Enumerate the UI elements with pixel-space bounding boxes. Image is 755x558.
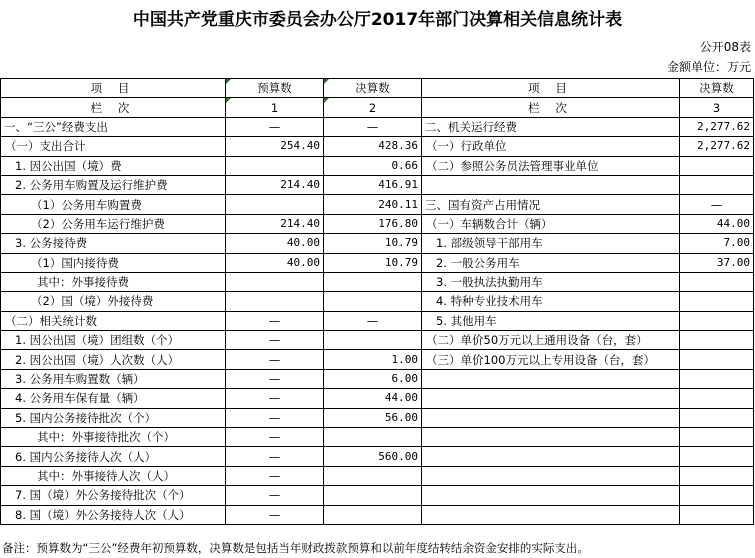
budget-value: — <box>226 369 324 388</box>
left-item-label: 2. 因公出国（境）人次数（人） <box>1 350 226 369</box>
budget-value: — <box>226 350 324 369</box>
budget-value: 214.40 <box>226 214 324 233</box>
col-index-1: 1 <box>226 98 324 117</box>
final-value: 560.00 <box>324 447 422 466</box>
table-row <box>1 486 754 505</box>
table-row <box>1 253 754 272</box>
final-value: 56.00 <box>324 408 422 427</box>
right-final-value: 7.00 <box>680 234 754 253</box>
table-row <box>1 175 754 194</box>
left-item-label: 1. 因公出国（境）团组数（个） <box>1 331 226 350</box>
final-value: 44.00 <box>324 389 422 408</box>
final-value: — <box>324 311 422 330</box>
final-value: 0.66 <box>324 156 422 175</box>
final-value: 240.11 <box>324 195 422 214</box>
right-item-label: 1. 部级领导干部用车 <box>422 234 680 253</box>
final-value: 10.79 <box>324 253 422 272</box>
right-final-value <box>680 292 754 311</box>
col-index-3: 3 <box>680 98 754 117</box>
header-row <box>1 79 754 98</box>
table-row <box>1 234 754 253</box>
right-item-label: 4. 特种专业技术用车 <box>422 292 680 311</box>
table-row <box>1 389 754 408</box>
right-item-label <box>422 505 680 524</box>
budget-value: 254.40 <box>226 137 324 156</box>
budget-value: 214.40 <box>226 175 324 194</box>
left-item-label: 其中：外事接待批次（个） <box>1 428 226 447</box>
final-value: 416.91 <box>324 175 422 194</box>
budget-value: 40.00 <box>226 234 324 253</box>
table-row <box>1 195 754 214</box>
right-item-label <box>422 486 680 505</box>
col-label-left: 栏 次 <box>1 98 226 117</box>
right-item-label: 5. 其他用车 <box>422 311 680 330</box>
final-value <box>324 505 422 524</box>
header-right-final: 决算数 <box>680 79 754 98</box>
right-item-label <box>422 428 680 447</box>
table-row <box>1 505 754 524</box>
table-row <box>1 272 754 291</box>
table-row <box>1 466 754 485</box>
right-item-label <box>422 408 680 427</box>
table-row <box>1 331 754 350</box>
form-code: 公开08表 <box>699 40 751 54</box>
left-item-label: 6. 国内公务接待人次（人） <box>1 447 226 466</box>
right-final-value: 2,277.62 <box>680 137 754 156</box>
right-final-value <box>680 331 754 350</box>
table-row <box>1 117 754 136</box>
table-row <box>1 369 754 388</box>
left-item-label: 3. 公务用车购置数（辆） <box>1 369 226 388</box>
final-value <box>324 272 422 291</box>
right-item-label <box>422 447 680 466</box>
table-row <box>1 428 754 447</box>
right-final-value <box>680 408 754 427</box>
budget-value: — <box>226 486 324 505</box>
right-item-label: （一）车辆数合计（辆） <box>422 214 680 233</box>
table-row <box>1 137 754 156</box>
data-table <box>0 78 754 525</box>
left-item-label: 7. 国（境）外公务接待批次（个） <box>1 486 226 505</box>
final-value <box>324 428 422 447</box>
right-final-value <box>680 175 754 194</box>
right-final-value <box>680 447 754 466</box>
header-right-item: 项 目 <box>422 79 680 98</box>
final-value <box>324 331 422 350</box>
right-final-value <box>680 350 754 369</box>
header-budget: 预算数 <box>226 79 324 98</box>
col-label-right: 栏 次 <box>422 98 680 117</box>
right-final-value <box>680 486 754 505</box>
final-value: 1.00 <box>324 350 422 369</box>
table-row <box>1 408 754 427</box>
page-title: 中国共产党重庆市委员会办公厅2017年部门决算相关信息统计表 <box>132 10 623 30</box>
final-value: 6.00 <box>324 369 422 388</box>
budget-value <box>226 272 324 291</box>
right-final-value <box>680 428 754 447</box>
budget-value: 40.00 <box>226 253 324 272</box>
right-item-label: 三、国有资产占用情况 <box>422 195 680 214</box>
right-final-value <box>680 311 754 330</box>
right-final-value <box>680 466 754 485</box>
footnote: 备注：预算数为“三公”经费年初预算数，决算数是包括当年财政拨款预算和以前年度结转结余资金安排的实际支出。 <box>2 541 589 555</box>
header-left-item: 项 目 <box>1 79 226 98</box>
table-row <box>1 156 754 175</box>
budget-value: — <box>226 428 324 447</box>
final-value: 428.36 <box>324 137 422 156</box>
right-item-label <box>422 389 680 408</box>
right-final-value <box>680 505 754 524</box>
table-row <box>1 447 754 466</box>
right-final-value: — <box>680 195 754 214</box>
left-item-label: 2. 公务用车购置及运行维护费 <box>1 175 226 194</box>
col-index-2: 2 <box>324 98 422 117</box>
budget-value: — <box>226 117 324 136</box>
right-item-label: （一）行政单位 <box>422 137 680 156</box>
right-item-label: 二、机关运行经费 <box>422 117 680 136</box>
left-item-label: （一）支出合计 <box>1 137 226 156</box>
budget-value <box>226 292 324 311</box>
right-final-value: 44.00 <box>680 214 754 233</box>
budget-value: — <box>226 311 324 330</box>
table-row <box>1 311 754 330</box>
left-item-label: 4. 公务用车保有量（辆） <box>1 389 226 408</box>
left-item-label: 其中：外事接待人次（人） <box>1 466 226 485</box>
left-item-label: （1）国内接待费 <box>1 253 226 272</box>
right-item-label: （二）参照公务员法管理事业单位 <box>422 156 680 175</box>
right-item-label: 2. 一般公务用车 <box>422 253 680 272</box>
budget-value: — <box>226 447 324 466</box>
final-value: — <box>324 117 422 136</box>
right-final-value: 2,277.62 <box>680 117 754 136</box>
right-item-label: （三）单价100万元以上专用设备（台，套） <box>422 350 680 369</box>
right-final-value <box>680 369 754 388</box>
table-row <box>1 350 754 369</box>
unit-label: 金额单位：万元 <box>666 60 751 74</box>
budget-value: — <box>226 389 324 408</box>
final-value <box>324 466 422 485</box>
budget-value: — <box>226 408 324 427</box>
right-final-value <box>680 272 754 291</box>
right-item-label: 3. 一般执法执勤用车 <box>422 272 680 291</box>
right-item-label <box>422 466 680 485</box>
right-item-label: （二）单价50万元以上通用设备（台，套） <box>422 331 680 350</box>
right-final-value: 37.00 <box>680 253 754 272</box>
left-item-label: （2）公务用车运行维护费 <box>1 214 226 233</box>
left-item-label: 5. 国内公务接待批次（个） <box>1 408 226 427</box>
right-final-value <box>680 389 754 408</box>
right-item-label <box>422 369 680 388</box>
final-value <box>324 292 422 311</box>
final-value: 176.80 <box>324 214 422 233</box>
budget-value: — <box>226 466 324 485</box>
budget-value <box>226 156 324 175</box>
table-row <box>1 292 754 311</box>
left-item-label: 其中：外事接待费 <box>1 272 226 291</box>
left-item-label: 3. 公务接待费 <box>1 234 226 253</box>
table-row <box>1 214 754 233</box>
budget-value <box>226 195 324 214</box>
header-final: 决算数 <box>324 79 422 98</box>
final-value: 10.79 <box>324 234 422 253</box>
budget-value: — <box>226 505 324 524</box>
left-item-label: （1）公务用车购置费 <box>1 195 226 214</box>
right-final-value <box>680 156 754 175</box>
left-item-label: （二）相关统计数 <box>1 311 226 330</box>
right-item-label <box>422 175 680 194</box>
budget-value: — <box>226 331 324 350</box>
left-item-label: 一、“三公”经费支出 <box>1 117 226 136</box>
final-value <box>324 486 422 505</box>
left-item-label: （2）国（境）外接待费 <box>1 292 226 311</box>
column-index-row <box>1 98 754 117</box>
left-item-label: 8. 国（境）外公务接待人次（人） <box>1 505 226 524</box>
left-item-label: 1. 因公出国（境）费 <box>1 156 226 175</box>
